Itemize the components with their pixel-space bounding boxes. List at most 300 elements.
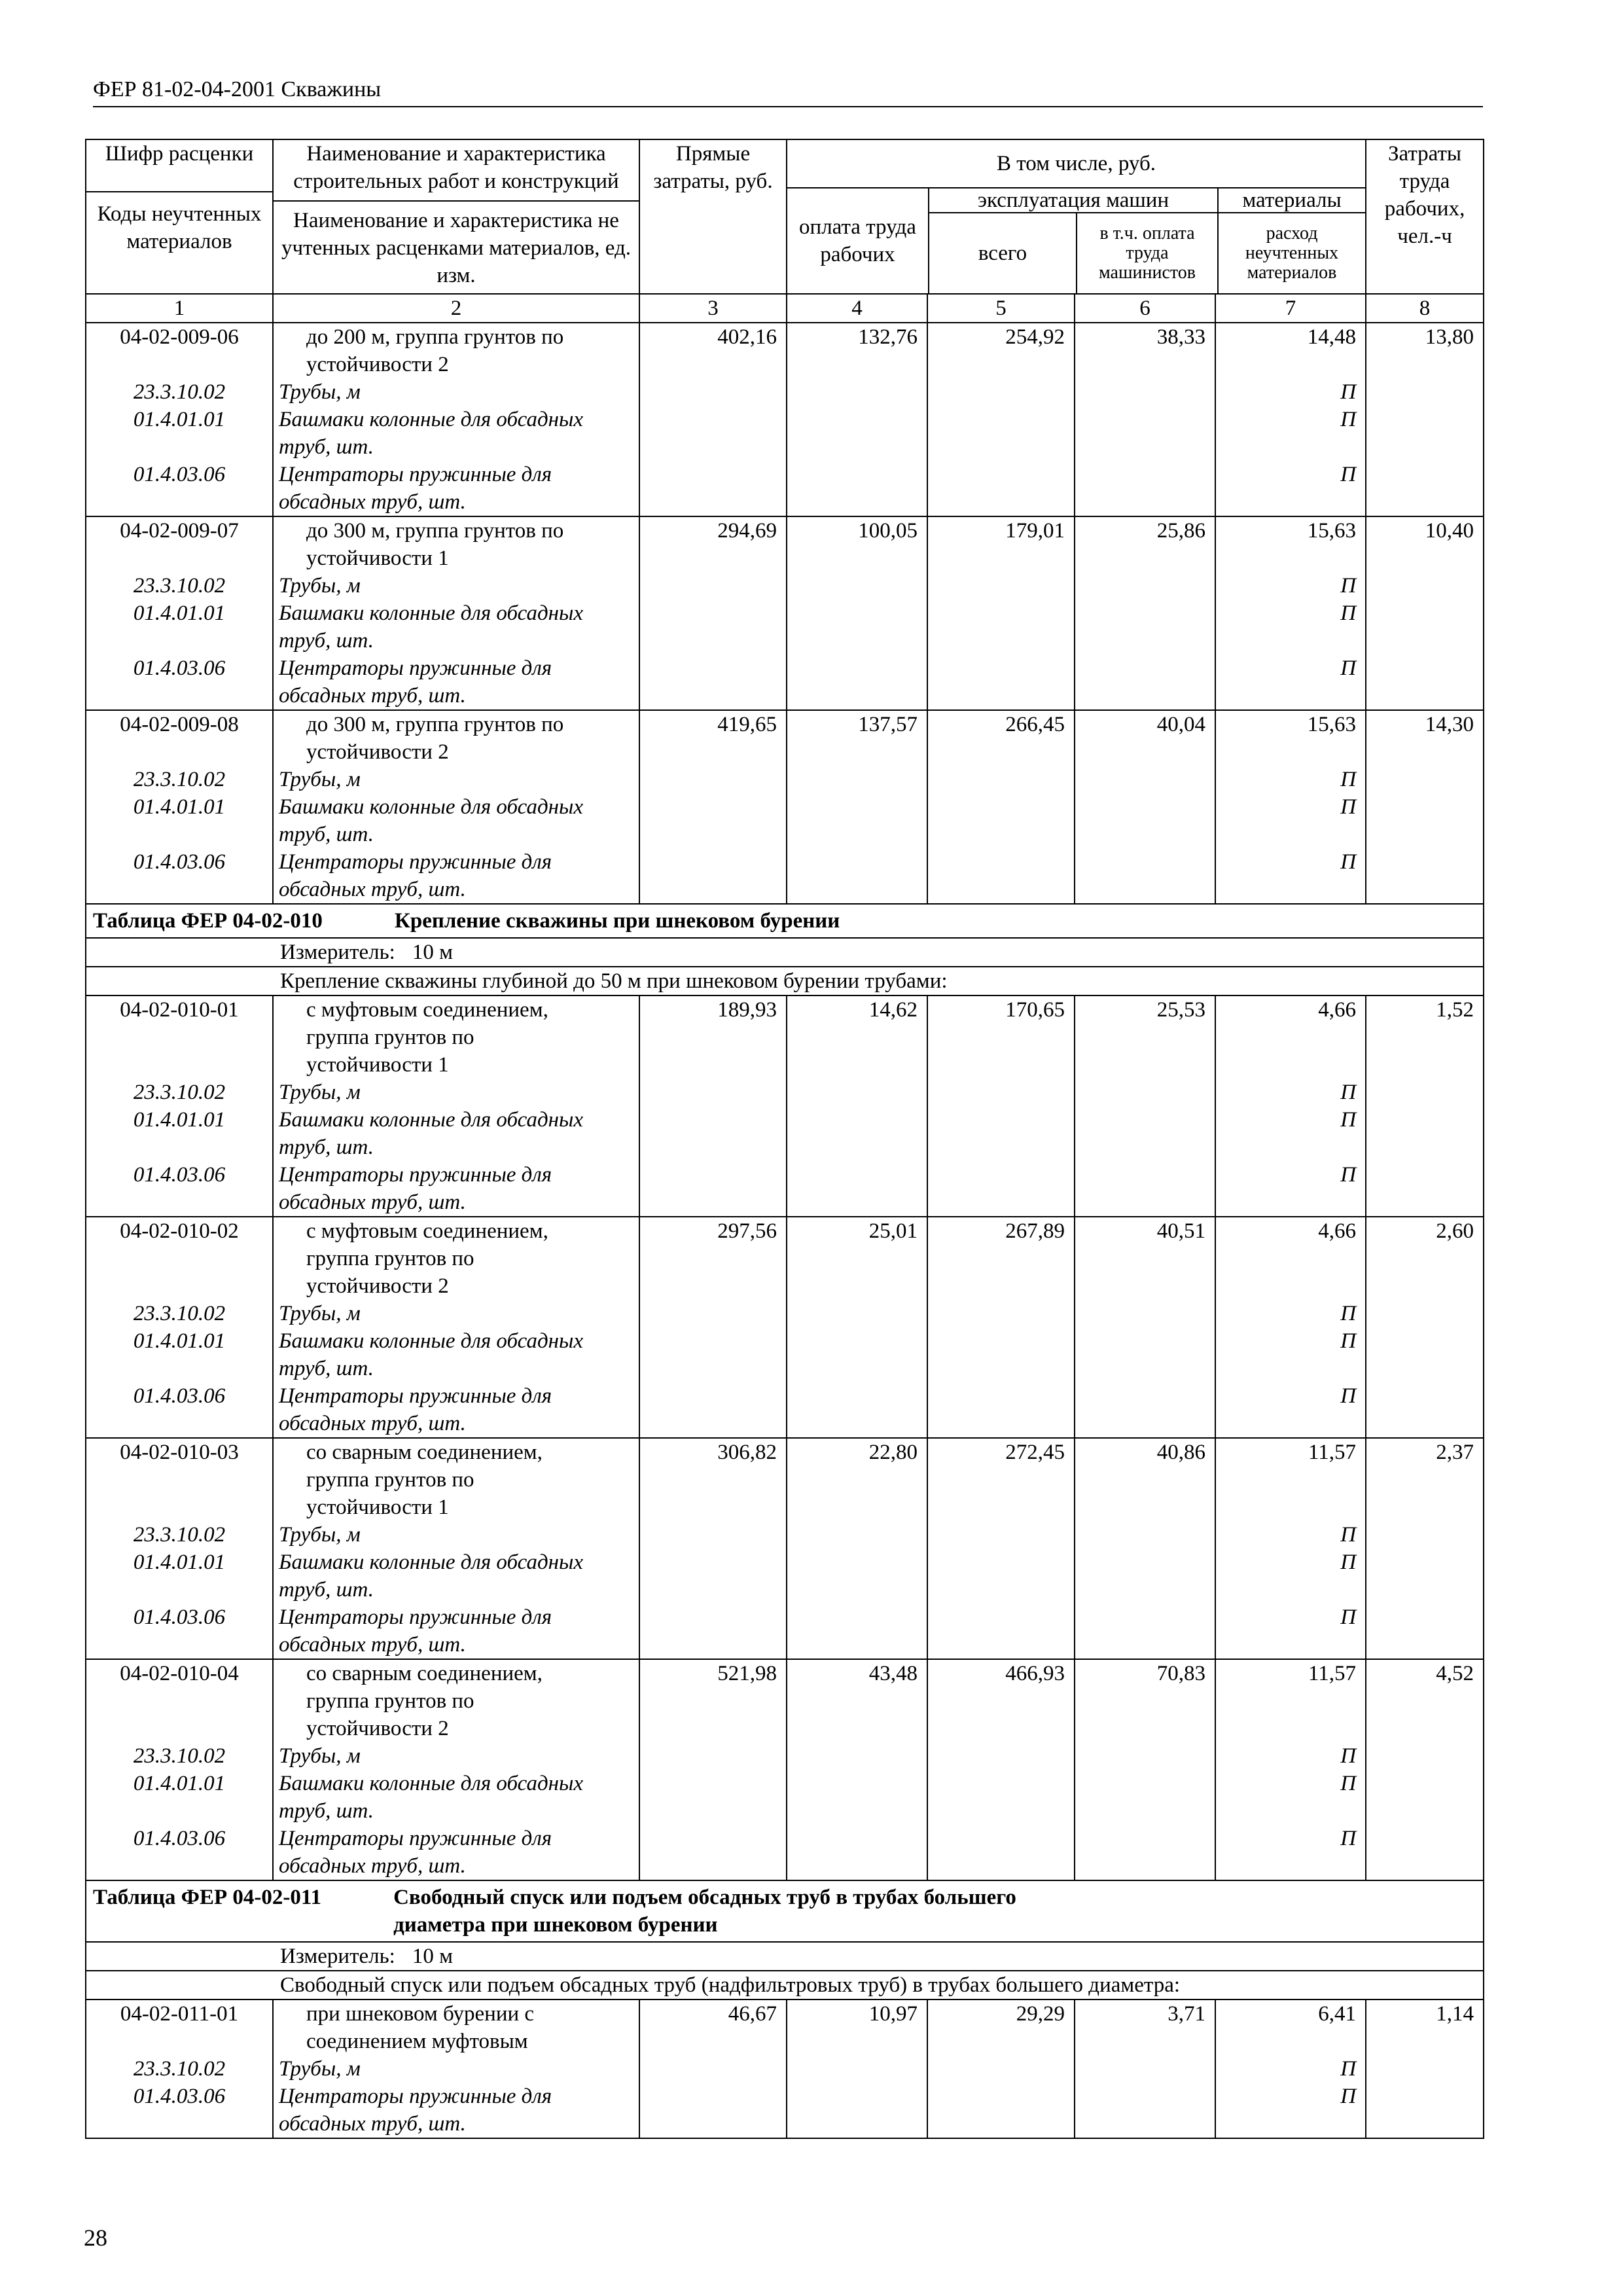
material-flag: П — [1215, 461, 1366, 516]
material-name-line: труб, шт. — [279, 629, 374, 653]
empty-cell — [1075, 1604, 1215, 1659]
material-name — [273, 378, 639, 406]
empty-cell — [639, 378, 787, 406]
material-row — [86, 1161, 1484, 1217]
material-code: 01.4.03.06 — [86, 848, 273, 904]
empty-cell — [1366, 1327, 1484, 1382]
material-flag: П — [1215, 1327, 1366, 1382]
material-name — [273, 461, 639, 516]
material-name-line: обсадных труб, шт. — [279, 1412, 466, 1435]
material-flag: П — [1215, 793, 1366, 848]
rate-code: 04-02-009-06 — [86, 323, 273, 378]
empty-cell — [927, 1161, 1075, 1217]
wages-cost: 22,80 — [787, 1438, 927, 1521]
table-row — [86, 1438, 1484, 1521]
material-name-line: труб, шт. — [279, 1136, 374, 1159]
subheader-row — [86, 1971, 1484, 2000]
material-name — [273, 600, 639, 655]
material-name — [273, 2055, 639, 2083]
table-title — [86, 904, 1484, 938]
table-row — [86, 996, 1484, 1079]
material-flag: П — [1215, 1521, 1366, 1549]
empty-cell — [639, 1382, 787, 1438]
empty-cell — [1075, 572, 1215, 600]
empty-cell — [639, 1549, 787, 1604]
material-name — [273, 406, 639, 461]
empty-cell — [787, 461, 927, 516]
material-flag: П — [1215, 848, 1366, 904]
empty-cell — [639, 655, 787, 710]
col-header-direct: Прямые затраты, руб. — [639, 139, 787, 294]
material-name-line: обсадных труб, шт. — [279, 1191, 466, 1214]
empty-cell — [1075, 600, 1215, 655]
empty-cell — [787, 378, 927, 406]
empty-cell — [927, 1079, 1075, 1106]
rate-code: 04-02-010-01 — [86, 996, 273, 1079]
material-name — [273, 1327, 639, 1382]
material-code: 23.3.10.02 — [86, 766, 273, 793]
material-flag: П — [1215, 655, 1366, 710]
empty-cell — [787, 1106, 927, 1161]
material-flag: П — [1215, 766, 1366, 793]
material-row — [86, 1079, 1484, 1106]
material-row — [86, 572, 1484, 600]
materials-cost: 14,48 — [1215, 323, 1366, 378]
rate-name-line: группа грунтов по — [306, 1468, 474, 1492]
col-header-materials-sub: расход неучтенных материалов — [1245, 223, 1339, 283]
material-flag: П — [1215, 1382, 1366, 1438]
empty-cell — [787, 1079, 927, 1106]
material-name — [273, 1742, 639, 1770]
material-code: 01.4.03.06 — [86, 1161, 273, 1217]
empty-cell — [639, 1742, 787, 1770]
wages-cost: 10,97 — [787, 2000, 927, 2055]
empty-cell — [787, 1742, 927, 1770]
material-code: 01.4.01.01 — [86, 793, 273, 848]
material-code: 01.4.01.01 — [86, 406, 273, 461]
material-code: 01.4.03.06 — [86, 2083, 273, 2138]
wages-cost: 14,62 — [787, 996, 927, 1079]
column-number-1: 1 — [86, 294, 273, 323]
empty-cell — [1366, 848, 1484, 904]
empty-cell — [1366, 1521, 1484, 1549]
material-flag: П — [1215, 2055, 1366, 2083]
measure-label: Измеритель: — [280, 1945, 395, 1968]
material-name — [273, 1079, 639, 1106]
empty-cell — [1366, 1770, 1484, 1825]
empty-cell — [1366, 461, 1484, 516]
material-name-line: Башмаки колонные для обсадных — [279, 1772, 584, 1795]
column-numbers-row — [86, 294, 1484, 323]
material-name — [273, 1106, 639, 1161]
col-header-wages: оплата труда рабочих — [787, 188, 929, 293]
empty-cell — [1366, 1742, 1484, 1770]
material-name-line: Центраторы пружинные для — [279, 463, 552, 486]
col-header-labor: Затраты труда рабочих, чел.-ч — [1366, 139, 1484, 294]
empty-cell — [1366, 1079, 1484, 1106]
empty-cell — [1366, 1106, 1484, 1161]
rate-name — [273, 2000, 639, 2055]
material-code: 01.4.01.01 — [86, 600, 273, 655]
table-name — [393, 1884, 1349, 1939]
empty-cell — [1075, 378, 1215, 406]
material-name-line: Трубы, м — [279, 1302, 361, 1325]
empty-cell — [1366, 1604, 1484, 1659]
material-name-line: Центраторы пружинные для — [279, 656, 552, 680]
labor-cost: 14,30 — [1366, 710, 1484, 766]
material-code: 23.3.10.02 — [86, 2055, 273, 2083]
empty-cell — [927, 1770, 1075, 1825]
table-name — [395, 907, 1350, 935]
empty-cell — [1075, 2055, 1215, 2083]
material-row — [86, 378, 1484, 406]
machines-total: 179,01 — [927, 516, 1075, 572]
rate-name-line: до 200 м, группа грунтов по — [306, 325, 564, 349]
material-flag: П — [1215, 1549, 1366, 1604]
direct-cost: 294,69 — [639, 516, 787, 572]
material-name-line: труб, шт. — [279, 1578, 374, 1602]
material-flag: П — [1215, 1161, 1366, 1217]
material-flag: П — [1215, 1106, 1366, 1161]
material-name-line: труб, шт. — [279, 823, 374, 846]
empty-cell — [1075, 848, 1215, 904]
material-name — [273, 1770, 639, 1825]
empty-cell — [927, 1521, 1075, 1549]
empty-cell — [639, 1604, 787, 1659]
rate-name-line: с муфтовым соединением, — [306, 1219, 548, 1243]
machines-total: 266,45 — [927, 710, 1075, 766]
machines-wages: 3,71 — [1075, 2000, 1215, 2055]
empty-cell — [639, 1327, 787, 1382]
material-name-line: Центраторы пружинные для — [279, 1163, 552, 1187]
empty-cell — [927, 1327, 1075, 1382]
empty-cell — [927, 2083, 1075, 2138]
empty-cell — [787, 1161, 927, 1217]
rate-name-line: устойчивости 2 — [306, 740, 449, 764]
material-name — [273, 1825, 639, 1880]
rate-name-line: группа грунтов по — [306, 1689, 474, 1713]
direct-cost: 306,82 — [639, 1438, 787, 1521]
empty-cell — [1366, 572, 1484, 600]
empty-cell — [1366, 793, 1484, 848]
empty-cell — [1075, 1549, 1215, 1604]
empty-cell — [1075, 1079, 1215, 1106]
material-name-line: Центраторы пружинные для — [279, 1605, 552, 1629]
rate-name-line: группа грунтов по — [306, 1247, 474, 1270]
labor-cost: 2,37 — [1366, 1438, 1484, 1521]
labor-cost: 1,52 — [1366, 996, 1484, 1079]
rate-name-line: с муфтовым соединением, — [306, 998, 548, 1022]
empty-cell — [787, 1300, 927, 1327]
empty-cell — [787, 766, 927, 793]
empty-cell — [1075, 1521, 1215, 1549]
empty-cell — [639, 1521, 787, 1549]
rate-name — [273, 516, 639, 572]
rate-code: 04-02-009-08 — [86, 710, 273, 766]
materials-cost: 15,63 — [1215, 710, 1366, 766]
empty-cell — [927, 1604, 1075, 1659]
empty-cell — [927, 461, 1075, 516]
material-name — [273, 1382, 639, 1438]
material-flag: П — [1215, 406, 1366, 461]
col-header-code: Шифр расценки Коды неучтенных материалов — [86, 139, 273, 294]
empty-cell — [1366, 766, 1484, 793]
rate-name — [273, 710, 639, 766]
material-row — [86, 1327, 1484, 1382]
table-id: Таблица ФЕР 04-02-011 — [93, 1886, 322, 1909]
material-code: 23.3.10.02 — [86, 1742, 273, 1770]
rate-name-line: устойчивости 2 — [306, 1717, 449, 1740]
materials-cost: 4,66 — [1215, 996, 1366, 1079]
material-code: 23.3.10.02 — [86, 1079, 273, 1106]
material-flag: П — [1215, 600, 1366, 655]
material-name-line: труб, шт. — [279, 1357, 374, 1380]
empty-cell — [787, 406, 927, 461]
material-name-line: Трубы, м — [279, 574, 361, 598]
material-name — [273, 1549, 639, 1604]
machines-total: 170,65 — [927, 996, 1075, 1079]
material-name-line: обсадных труб, шт. — [279, 1633, 466, 1657]
material-row — [86, 1825, 1484, 1880]
table-name-line: Свободный спуск или подъем обсадных труб в трубах большего — [393, 1886, 1016, 1909]
material-name — [273, 1604, 639, 1659]
material-name — [273, 793, 639, 848]
material-row — [86, 1521, 1484, 1549]
empty-cell — [639, 406, 787, 461]
empty-cell — [927, 793, 1075, 848]
material-flag: П — [1215, 572, 1366, 600]
empty-cell — [927, 655, 1075, 710]
table-name-line: Крепление скважины при шнековом бурении — [394, 909, 840, 933]
rate-name-line: со сварным соединением, — [306, 1441, 543, 1464]
empty-cell — [1075, 1742, 1215, 1770]
material-row — [86, 406, 1484, 461]
empty-cell — [639, 461, 787, 516]
material-code: 01.4.01.01 — [86, 1106, 273, 1161]
empty-cell — [639, 1825, 787, 1880]
column-number-2: 2 — [273, 294, 639, 323]
empty-cell — [927, 848, 1075, 904]
empty-cell — [927, 600, 1075, 655]
material-name-line: обсадных труб, шт. — [279, 878, 466, 901]
empty-cell — [1366, 655, 1484, 710]
rate-name-line: устойчивости 1 — [306, 1053, 449, 1077]
empty-cell — [1075, 793, 1215, 848]
material-row — [86, 1106, 1484, 1161]
header-title: ФЕР 81-02-04-2001 Скважины — [93, 77, 382, 101]
column-number-6: 6 — [1075, 294, 1215, 323]
empty-cell — [639, 1106, 787, 1161]
empty-cell — [639, 1770, 787, 1825]
rate-code: 04-02-009-07 — [86, 516, 273, 572]
table-row — [86, 323, 1484, 378]
material-name-line: обсадных труб, шт. — [279, 684, 466, 708]
empty-cell — [1366, 1382, 1484, 1438]
rate-name-line: устойчивости 2 — [306, 353, 449, 376]
empty-cell — [639, 766, 787, 793]
wages-cost: 43,48 — [787, 1659, 927, 1742]
empty-cell — [787, 793, 927, 848]
labor-cost: 4,52 — [1366, 1659, 1484, 1742]
material-name-line: Центраторы пружинные для — [279, 2085, 552, 2108]
col-header-name: Наименование и характеристика строительных работ и конструкций Наименование и характеристика не учтенных расценками материалов, ед. изм. — [273, 139, 639, 294]
labor-cost: 10,40 — [1366, 516, 1484, 572]
machines-wages: 40,04 — [1075, 710, 1215, 766]
material-name-line: Трубы, м — [279, 768, 361, 791]
material-code: 01.4.03.06 — [86, 461, 273, 516]
col-header-machines-wages: в т.ч. оплата труда машинистов — [1099, 223, 1196, 283]
empty-cell — [927, 406, 1075, 461]
material-row — [86, 600, 1484, 655]
column-number-5: 5 — [927, 294, 1075, 323]
empty-cell — [787, 1327, 927, 1382]
empty-cell — [787, 2083, 927, 2138]
wages-cost: 100,05 — [787, 516, 927, 572]
material-name-line: Башмаки колонные для обсадных — [279, 601, 584, 625]
material-code: 01.4.03.06 — [86, 1825, 273, 1880]
machines-wages: 70,83 — [1075, 1659, 1215, 1742]
empty-cell — [927, 1549, 1075, 1604]
empty-cell — [787, 1549, 927, 1604]
table-id: Таблица ФЕР 04-02-010 — [93, 909, 323, 933]
rate-name — [273, 1217, 639, 1300]
empty-cell — [639, 572, 787, 600]
material-name-line: Трубы, м — [279, 2057, 361, 2081]
material-flag: П — [1215, 378, 1366, 406]
direct-cost: 46,67 — [639, 2000, 787, 2055]
direct-cost: 521,98 — [639, 1659, 787, 1742]
empty-cell — [1366, 406, 1484, 461]
rate-name — [273, 996, 639, 1079]
material-code: 01.4.03.06 — [86, 1604, 273, 1659]
machines-wages: 40,86 — [1075, 1438, 1215, 1521]
rates-table — [85, 139, 1484, 2139]
material-name — [273, 766, 639, 793]
empty-cell — [639, 1300, 787, 1327]
rate-name — [273, 1438, 639, 1521]
measure-row — [86, 1942, 1484, 1971]
material-code: 01.4.01.01 — [86, 1549, 273, 1604]
empty-cell — [1075, 1161, 1215, 1217]
empty-cell — [787, 2055, 927, 2083]
empty-cell — [787, 848, 927, 904]
empty-cell — [1075, 1770, 1215, 1825]
materials-cost: 6,41 — [1215, 2000, 1366, 2055]
labor-cost: 1,14 — [1366, 2000, 1484, 2055]
material-row — [86, 655, 1484, 710]
material-name-line: Трубы, м — [279, 1744, 361, 1768]
material-name-line: труб, шт. — [279, 1799, 374, 1823]
material-name-line: труб, шт. — [279, 435, 374, 459]
table-title-row — [86, 904, 1484, 938]
material-code: 23.3.10.02 — [86, 378, 273, 406]
material-code: 01.4.03.06 — [86, 655, 273, 710]
empty-cell — [787, 1604, 927, 1659]
empty-cell — [1366, 1300, 1484, 1327]
page-header — [93, 77, 1483, 107]
empty-cell — [787, 1770, 927, 1825]
rate-name-line: до 300 м, группа грунтов по — [306, 713, 564, 736]
column-number-4: 4 — [787, 294, 927, 323]
wages-cost: 25,01 — [787, 1217, 927, 1300]
material-name — [273, 655, 639, 710]
material-name-line: Центраторы пружинные для — [279, 1384, 552, 1408]
table-row — [86, 710, 1484, 766]
material-flag: П — [1215, 1742, 1366, 1770]
material-code: 23.3.10.02 — [86, 1521, 273, 1549]
empty-cell — [639, 2055, 787, 2083]
rate-code: 04-02-011-01 — [86, 2000, 273, 2055]
rate-name-line: до 300 м, группа грунтов по — [306, 519, 564, 543]
empty-cell — [1075, 1106, 1215, 1161]
col-header-machines-total: всего — [929, 213, 1077, 293]
empty-cell — [1075, 406, 1215, 461]
empty-cell — [639, 600, 787, 655]
direct-cost: 297,56 — [639, 1217, 787, 1300]
empty-cell — [787, 600, 927, 655]
material-name-line: Башмаки колонные для обсадных — [279, 1551, 584, 1574]
column-number-8: 8 — [1366, 294, 1484, 323]
material-name-line: Башмаки колонные для обсадных — [279, 1329, 584, 1353]
empty-cell — [787, 1382, 927, 1438]
empty-cell — [927, 572, 1075, 600]
empty-cell — [787, 1825, 927, 1880]
column-number-3: 3 — [639, 294, 787, 323]
material-name — [273, 1161, 639, 1217]
material-code: 01.4.03.06 — [86, 1382, 273, 1438]
subheader: Свободный спуск или подъем обсадных труб (надфильтровых труб) в трубах большего диаметра: — [86, 1971, 1484, 2000]
material-code: 01.4.01.01 — [86, 1327, 273, 1382]
direct-cost: 419,65 — [639, 710, 787, 766]
rate-name-line: устойчивости 1 — [306, 1496, 449, 1519]
empty-cell — [927, 1300, 1075, 1327]
empty-cell — [927, 1106, 1075, 1161]
rate-name — [273, 1659, 639, 1742]
rate-name-line: при шнековом бурении с — [306, 2002, 535, 2026]
material-name-line: обсадных труб, шт. — [279, 2112, 466, 2136]
rate-name-line: группа грунтов по — [306, 1026, 474, 1049]
empty-cell — [1366, 1825, 1484, 1880]
materials-cost: 11,57 — [1215, 1659, 1366, 1742]
rate-code: 04-02-010-04 — [86, 1659, 273, 1742]
material-code: 23.3.10.02 — [86, 572, 273, 600]
material-name — [273, 848, 639, 904]
material-row — [86, 766, 1484, 793]
material-name-line: Башмаки колонные для обсадных — [279, 795, 584, 819]
empty-cell — [639, 848, 787, 904]
table-row — [86, 516, 1484, 572]
machines-wages: 25,86 — [1075, 516, 1215, 572]
empty-cell — [787, 1521, 927, 1549]
labor-cost: 13,80 — [1366, 323, 1484, 378]
empty-cell — [927, 1742, 1075, 1770]
rate-code: 04-02-010-03 — [86, 1438, 273, 1521]
material-name — [273, 1521, 639, 1549]
material-name-line: Центраторы пружинные для — [279, 1827, 552, 1850]
empty-cell — [1366, 600, 1484, 655]
machines-wages: 38,33 — [1075, 323, 1215, 378]
empty-cell — [1366, 1549, 1484, 1604]
empty-cell — [1075, 461, 1215, 516]
machines-total: 466,93 — [927, 1659, 1075, 1742]
empty-cell — [787, 572, 927, 600]
machines-wages: 25,53 — [1075, 996, 1215, 1079]
empty-cell — [927, 378, 1075, 406]
empty-cell — [1075, 655, 1215, 710]
empty-cell — [1075, 1825, 1215, 1880]
machines-total: 272,45 — [927, 1438, 1075, 1521]
material-name — [273, 572, 639, 600]
